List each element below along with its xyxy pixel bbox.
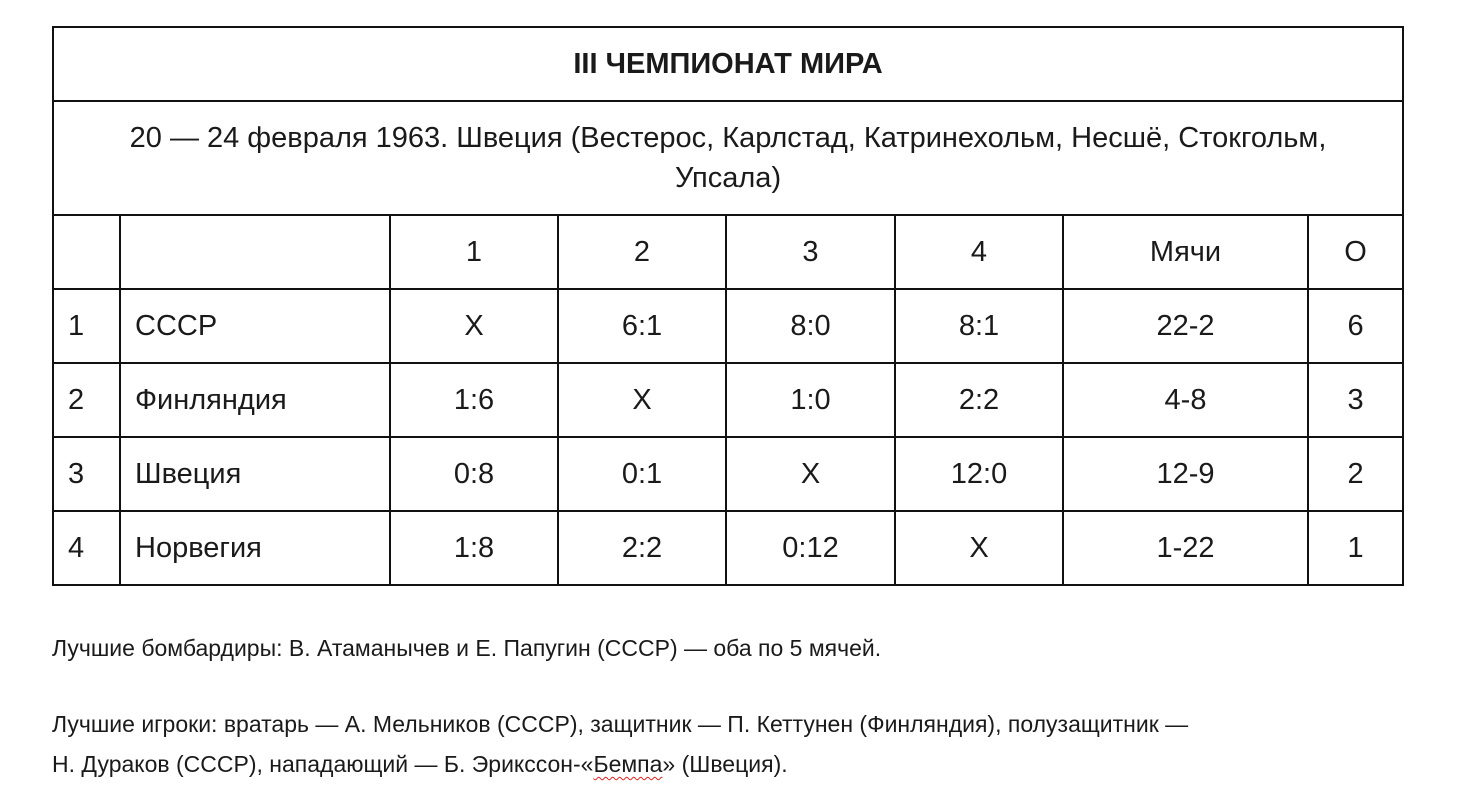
cell-place: 1 (53, 289, 120, 363)
results-table (52, 26, 1404, 586)
table-subtitle: 20 — 24 февраля 1963. Швеция (Вестерос, Карлстад, Катринехольм, Несшё, Стокгольм, Упсала) (53, 101, 1403, 215)
cell-result-2: X (558, 363, 726, 437)
header-col-4: 4 (895, 215, 1063, 289)
cell-place: 4 (53, 511, 120, 585)
cell-goals: 4-8 (1063, 363, 1308, 437)
cell-team: Норвегия (120, 511, 390, 585)
cell-place: 2 (53, 363, 120, 437)
best-players-line-2-pre: Н. Дураков (СССР), нападающий — Б. Эрикссон-« (52, 751, 594, 777)
table-title: III ЧЕМПИОНАТ МИРА (53, 27, 1403, 101)
cell-result-1: 1:6 (390, 363, 558, 437)
table-row (53, 363, 1403, 437)
cell-points: 1 (1308, 511, 1403, 585)
cell-result-3: 8:0 (726, 289, 895, 363)
cell-points: 6 (1308, 289, 1403, 363)
misspelled-word[interactable]: Бемпа (593, 751, 663, 777)
cell-result-4: 8:1 (895, 289, 1063, 363)
header-team (120, 215, 390, 289)
cell-result-3: 1:0 (726, 363, 895, 437)
cell-team: Швеция (120, 437, 390, 511)
header-col-3: 3 (726, 215, 895, 289)
cell-team: СССР (120, 289, 390, 363)
cell-points: 3 (1308, 363, 1403, 437)
top-scorers-text: Лучшие бомбардиры: В. Атаманычев и Е. Папугин (СССР) — оба по 5 мячей. (52, 635, 882, 661)
cell-result-4: X (895, 511, 1063, 585)
best-players-line-1: Лучшие игроки: вратарь — А. Мельников (СССР), защитник — П. Кеттунен (Финляндия), полузащитник — (52, 711, 1189, 737)
header-goals: Мячи (1063, 215, 1308, 289)
table-row (53, 511, 1403, 585)
header-place (53, 215, 120, 289)
best-players-line-2-post: » (Швеция). (662, 751, 788, 777)
cell-goals: 12-9 (1063, 437, 1308, 511)
cell-result-3: X (726, 437, 895, 511)
header-col-1: 1 (390, 215, 558, 289)
table-row (53, 289, 1403, 363)
header-points: О (1308, 215, 1403, 289)
cell-points: 2 (1308, 437, 1403, 511)
best-players-note (52, 704, 1412, 784)
cell-result-1: 0:8 (390, 437, 558, 511)
cell-goals: 22-2 (1063, 289, 1308, 363)
cell-result-2: 0:1 (558, 437, 726, 511)
header-col-2: 2 (558, 215, 726, 289)
table-row (53, 437, 1403, 511)
cell-result-1: 1:8 (390, 511, 558, 585)
header-row (53, 215, 1403, 289)
cell-result-2: 2:2 (558, 511, 726, 585)
cell-result-4: 12:0 (895, 437, 1063, 511)
top-scorers-note (52, 628, 1412, 668)
cell-goals: 1-22 (1063, 511, 1308, 585)
cell-result-1: X (390, 289, 558, 363)
cell-team: Финляндия (120, 363, 390, 437)
cell-place: 3 (53, 437, 120, 511)
cell-result-3: 0:12 (726, 511, 895, 585)
cell-result-4: 2:2 (895, 363, 1063, 437)
cell-result-2: 6:1 (558, 289, 726, 363)
